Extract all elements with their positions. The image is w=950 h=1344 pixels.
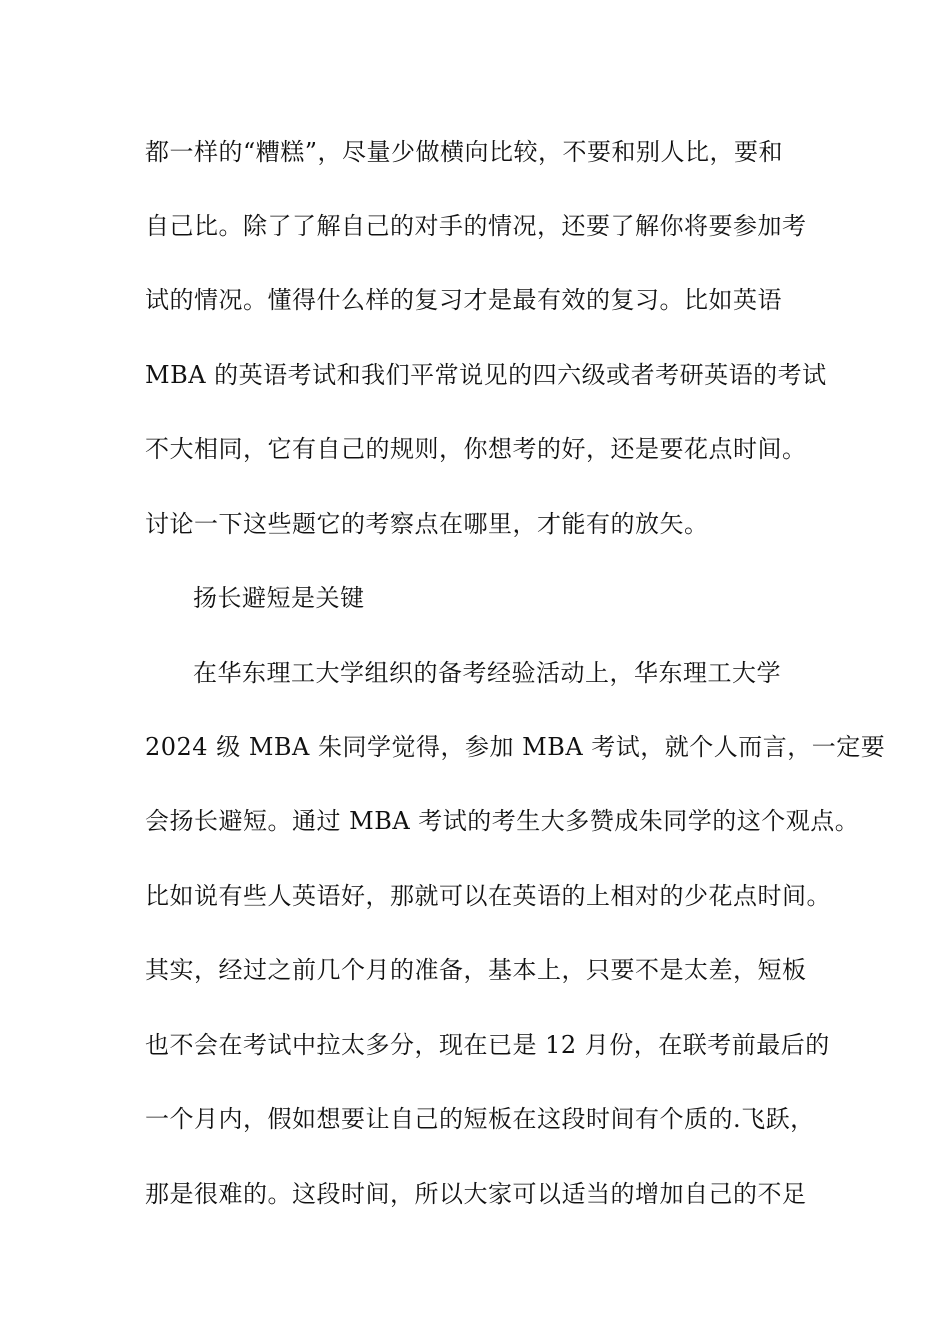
paragraph-line: 那是很难的。这段时间，所以大家可以适当的增加自己的不足 — [145, 1180, 807, 1208]
paragraph-line: 自己比。除了了解自己的对手的情况，还要了解你将要参加考 — [145, 212, 807, 240]
paragraph-line: 都一样的“糟糕”，尽量少做横向比较，不要和别人比，要和 — [145, 138, 784, 166]
paragraph-line: 比如说有些人英语好，那就可以在英语的上相对的少花点时间。 — [145, 882, 831, 910]
paragraph-line: 也不会在考试中拉太多分，现在已是 12 月份，在联考前最后的 — [145, 1031, 830, 1059]
paragraph-line: MBA 的英语考试和我们平常说见的四六级或者考研英语的考试 — [145, 361, 827, 389]
paragraph-line: 不大相同，它有自己的规则，你想考的好，还是要花点时间。 — [145, 435, 807, 463]
paragraph-line: 会扬长避短。通过 MBA 考试的考生大多赞成朱同学的这个观点。 — [145, 807, 860, 835]
paragraph-line: 在华东理工大学组织的备考经验活动上，华东理工大学 — [193, 659, 781, 687]
paragraph-line: 其实，经过之前几个月的准备，基本上，只要不是太差，短板 — [145, 956, 807, 984]
paragraph-line: 一个月内，假如想要让自己的短板在这段时间有个质的.飞跃， — [145, 1105, 815, 1133]
section-heading: 扬长避短是关键 — [193, 584, 365, 612]
paragraph-line: 2024 级 MBA 朱同学觉得，参加 MBA 考试，就个人而言，一定要 — [145, 733, 886, 761]
paragraph-line: 试的情况。懂得什么样的复习才是最有效的复习。比如英语 — [145, 286, 782, 314]
paragraph-line: 讨论一下这些题它的考察点在哪里，才能有的放矢。 — [145, 510, 709, 538]
